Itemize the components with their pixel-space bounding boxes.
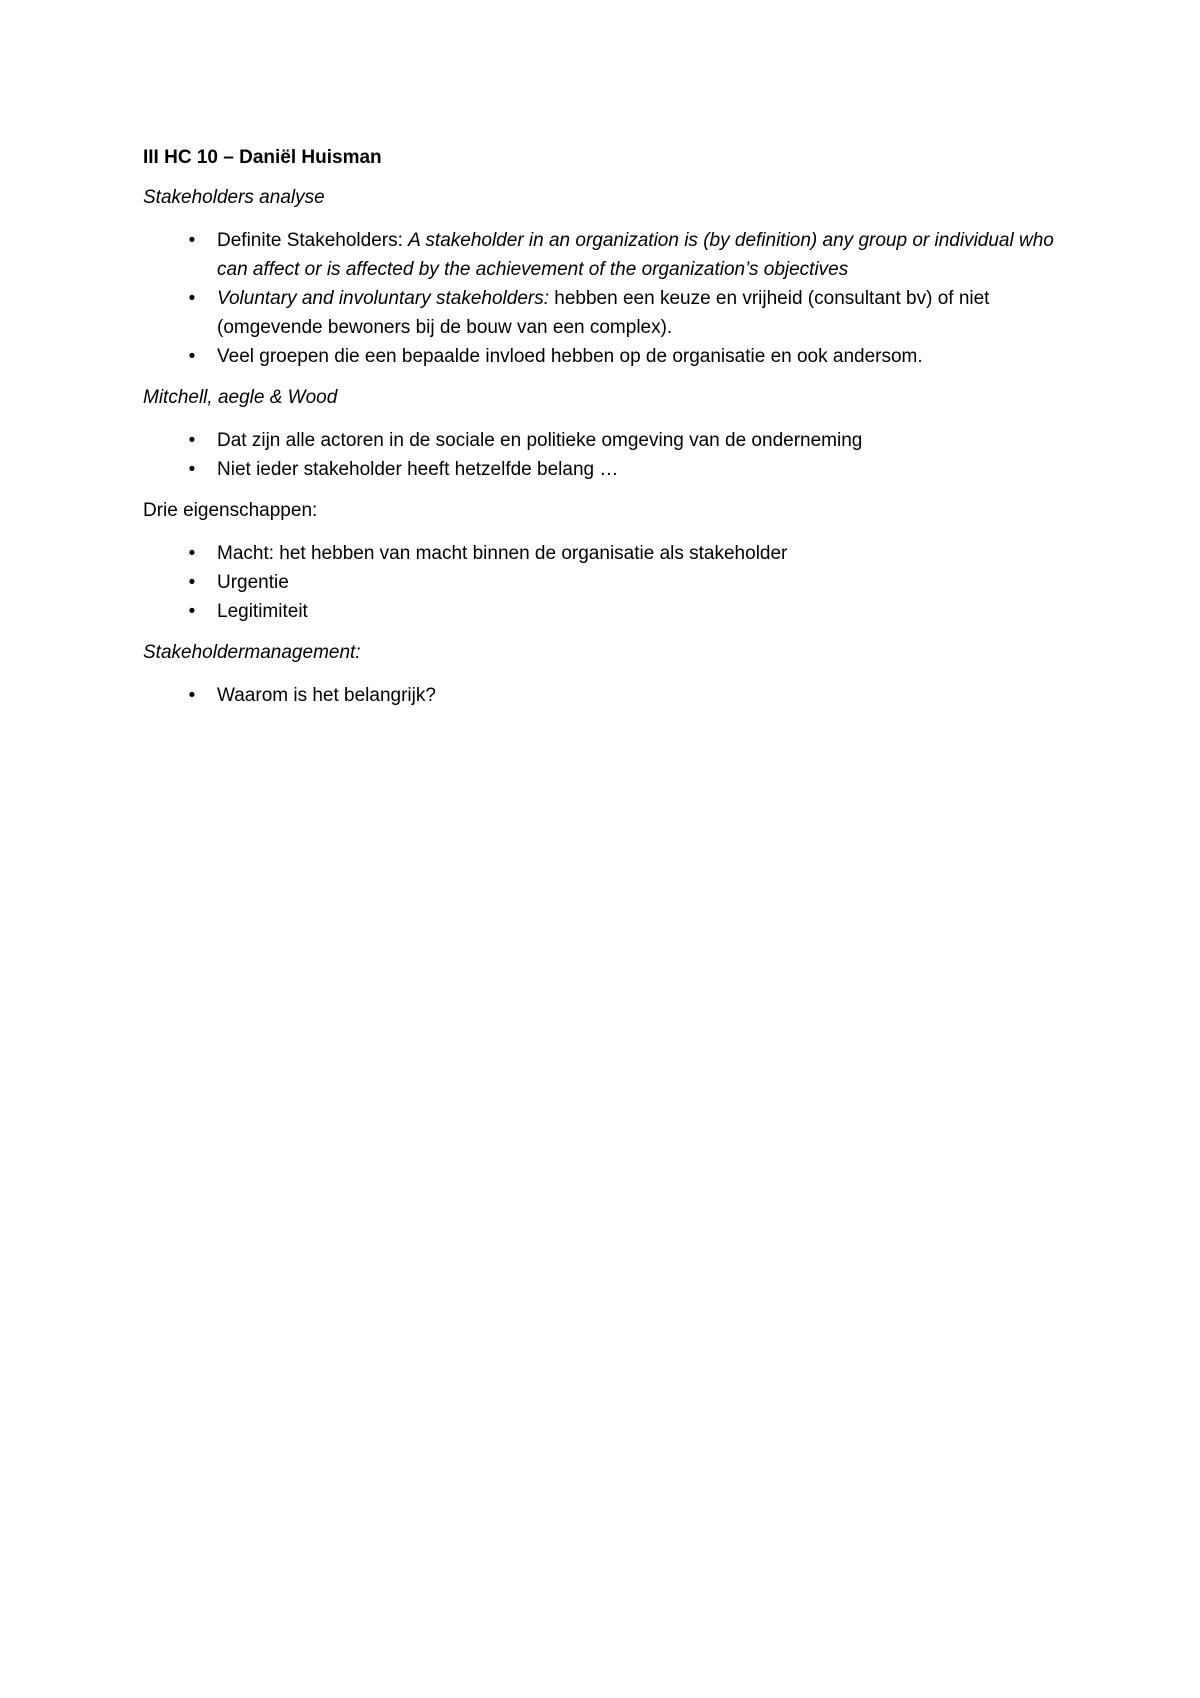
bullet-list-stakeholders-analyse (143, 226, 1073, 371)
list-item (143, 681, 1073, 710)
list-item-text: Dat zijn alle actoren in de sociale en politieke omgeving van de onderneming (217, 430, 863, 451)
section-heading-stakeholdermanagement: Stakeholdermanagement: (143, 642, 361, 663)
section-heading-stakeholders-analyse: Stakeholders analyse (143, 187, 325, 208)
list-item-text: hebben een keuze en vrijheid (consultant bv) of niet (omgevende bewoners bij de bouw van een complex). (217, 288, 990, 338)
list-item (143, 568, 1073, 597)
bullet-icon: • (188, 288, 196, 309)
section-heading-drie-eigenschappen: Drie eigenschappen: (143, 500, 318, 521)
bullet-icon: • (188, 572, 196, 593)
list-item-text: Waarom is het belangrijk? (217, 685, 436, 706)
list-item-definition: A stakeholder in an organization is (by definition) any group or individual who can affect or is affected by the achievement of the organization’s objectives (217, 230, 1054, 280)
bullet-icon: • (188, 230, 196, 251)
list-item-text: Niet ieder stakeholder heeft hetzelfde belang … (217, 459, 619, 480)
bullet-icon: • (188, 430, 196, 451)
bullet-icon: • (188, 685, 196, 706)
list-item (143, 342, 1073, 371)
list-item (143, 455, 1073, 484)
bullet-list-drie-eigenschappen (143, 539, 1073, 626)
document-content (143, 146, 1073, 725)
list-item-text: Urgentie (217, 572, 289, 593)
list-item-text: Legitimiteit (217, 601, 308, 622)
list-item-text: Veel groepen die een bepaalde invloed hebben op de organisatie en ook andersom. (217, 346, 923, 367)
bullet-list-stakeholdermanagement (143, 681, 1073, 710)
bullet-list-mitchell (143, 426, 1073, 484)
list-item-lead: Definite Stakeholders: (217, 230, 409, 251)
list-item (143, 539, 1073, 568)
list-item (143, 426, 1073, 455)
bullet-icon: • (188, 459, 196, 480)
list-item-text: Macht: het hebben van macht binnen de organisatie als stakeholder (217, 543, 788, 564)
bullet-icon: • (188, 543, 196, 564)
list-item-lead: Voluntary and involuntary stakeholders: (217, 288, 549, 309)
list-item (143, 284, 1073, 342)
bullet-icon: • (188, 346, 196, 367)
document-title: III HC 10 – Daniël Huisman (143, 147, 382, 168)
section-heading-mitchell: Mitchell, aegle & Wood (143, 387, 338, 408)
bullet-icon: • (188, 601, 196, 622)
list-item (143, 597, 1073, 626)
list-item (143, 226, 1073, 284)
